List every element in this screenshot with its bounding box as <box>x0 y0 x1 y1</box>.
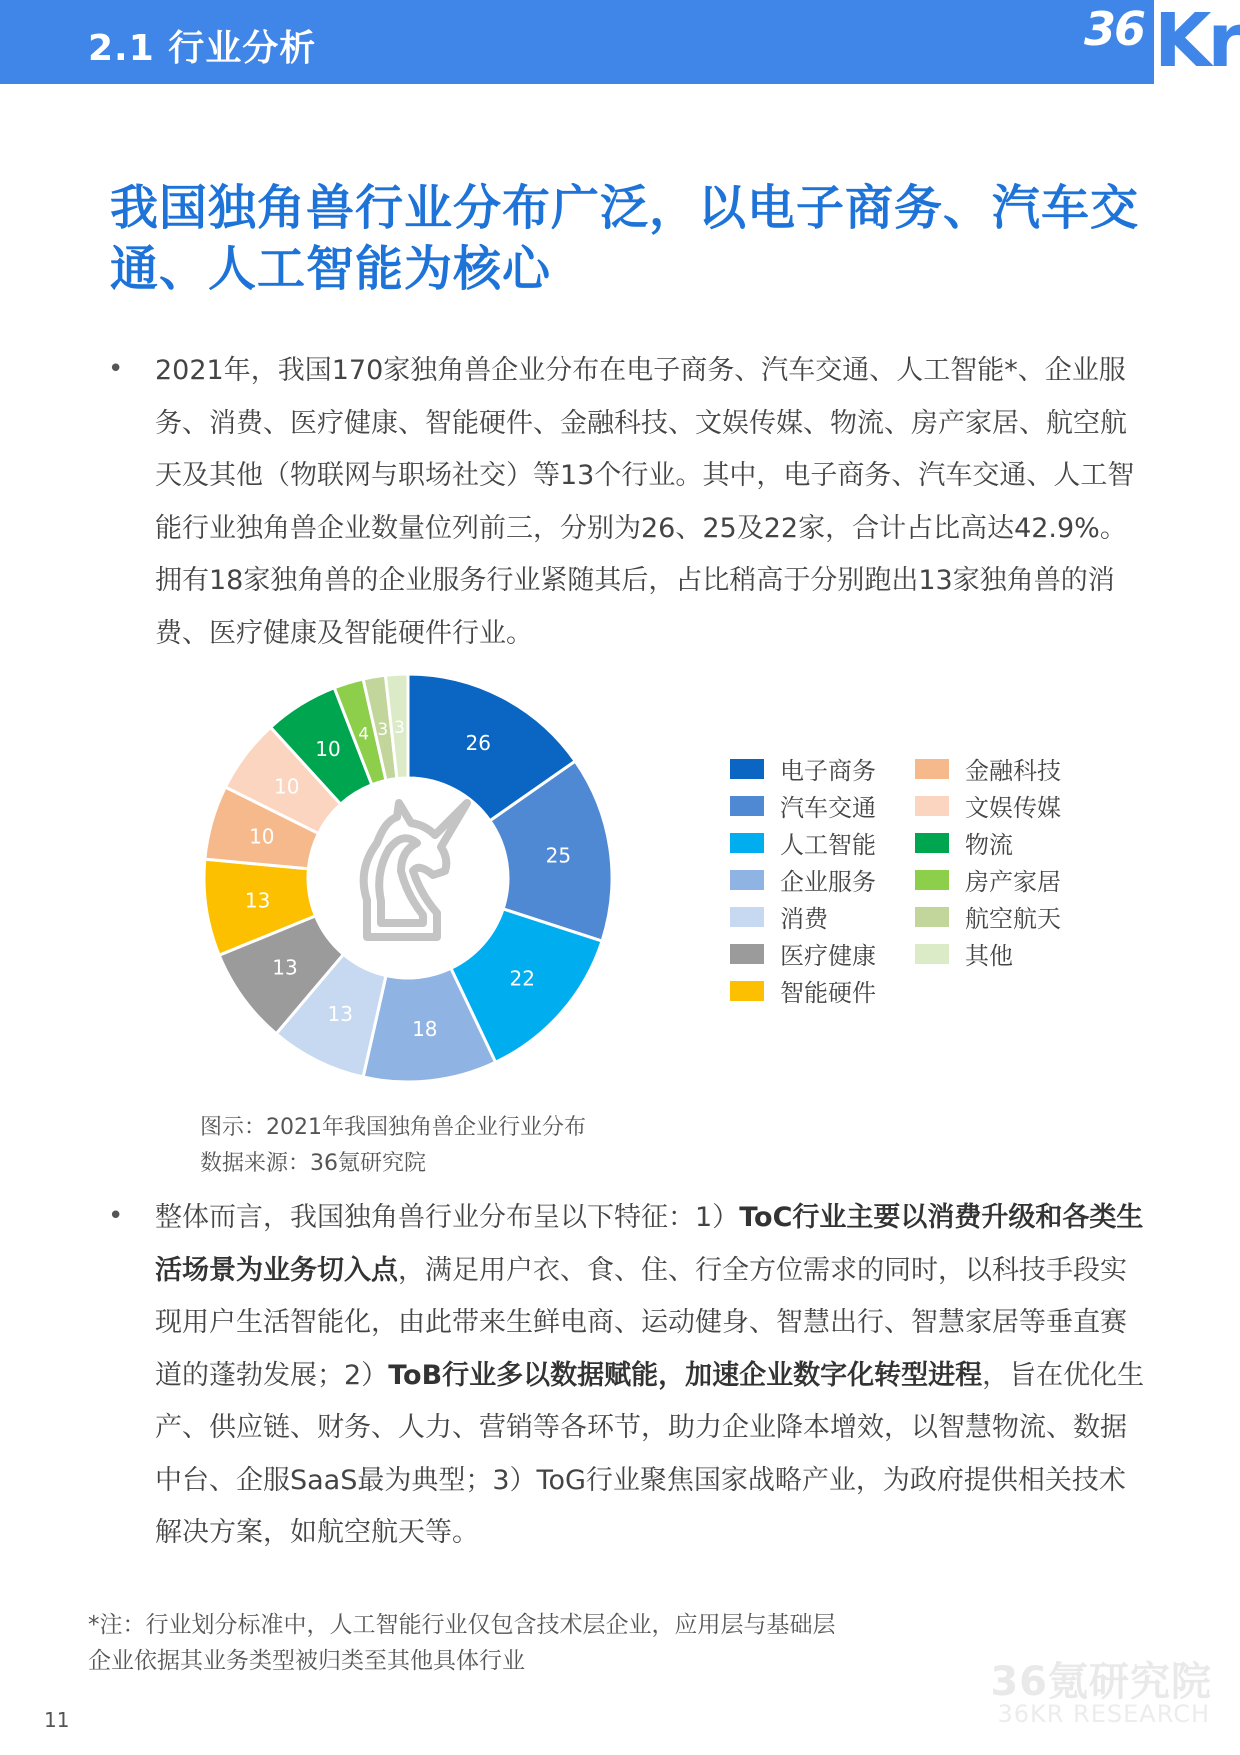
unicorn-icon <box>364 803 467 937</box>
page-number: 11 <box>44 1708 70 1732</box>
slice-label-智能硬件: 13 <box>244 888 271 913</box>
figure-caption <box>200 1110 586 1182</box>
watermark-en: 36KR RESEARCH <box>997 1700 1210 1728</box>
legend-swatch <box>730 907 764 927</box>
bullet-dot: • <box>108 354 124 384</box>
industry-donut-chart <box>190 660 630 1100</box>
chart-legend <box>730 750 1110 1009</box>
legend-label: 消费 <box>780 905 828 933</box>
slice-label-医疗健康: 13 <box>272 955 298 980</box>
text-segment: ，旨在优化生产、供应链、财务、人力、营销等各环节，助力企业降本增效，以智慧物流、数据中台、企服SaaS最为典型；3）ToG行业聚焦国家战略产业，为政府提供相关技术解决方案，如航空航天等。 <box>155 1359 1145 1548</box>
footnote <box>88 1607 836 1679</box>
slice-label-航空航天: 3 <box>377 720 389 741</box>
legend-swatch <box>730 759 764 779</box>
bold-segment-tob: ToB行业多以数据赋能，加速企业数字化转型进程 <box>388 1359 983 1391</box>
slice-label-人工智能: 22 <box>509 966 535 991</box>
paragraph-industry-distribution: 2021年，我国170家独角兽企业分布在电子商务、汽车交通、人工智能*、企业服务、消费、医疗健康、智能硬件、金融科技、文娱传媒、物流、房产家居、航空航天及其他（物联网与职场社交）等13个行业。其中，电子商务、汽车交通、人工智能行业独角兽企业数量位列前三，分别为26、25及22家，合计占比高达42.9%。拥有18家独角兽的企业服务行业紧随其后，占比稍高于分别跑出13家独角兽的消费、医疗健康及智能硬件行业。 <box>155 355 1135 649</box>
legend-item-物流 <box>915 824 1100 861</box>
header-bar <box>0 0 1240 84</box>
legend-item-人工智能 <box>730 824 915 861</box>
legend-item-其他 <box>915 935 1100 972</box>
text-segment: 整体而言，我国独角兽行业分布呈以下特征：1） <box>155 1202 740 1233</box>
legend-item-企业服务 <box>730 861 915 898</box>
slice-label-电子商务: 26 <box>465 731 491 756</box>
legend-label: 金融科技 <box>965 757 1061 785</box>
donut-slices <box>204 674 612 1082</box>
slice-label-汽车交通: 25 <box>545 843 572 868</box>
legend-swatch <box>730 796 764 816</box>
legend-item-文娱传媒 <box>915 787 1100 824</box>
legend-item-消费 <box>730 898 915 935</box>
legend-label: 房产家居 <box>965 868 1061 896</box>
legend-item-金融科技 <box>915 750 1100 787</box>
text-segment: ，满足用户衣、食、住、行全方位需求的同时，以科技手段实现用户生活智能化，由此带来生鲜电商、运动健身、智慧出行、智慧家居等垂直赛道的蓬勃发展；2） <box>155 1254 1127 1391</box>
caption-source: 数据来源：36氪研究院 <box>200 1151 426 1176</box>
legend-label: 其他 <box>965 942 1013 970</box>
legend-label: 电子商务 <box>780 757 876 785</box>
slice-label-消费: 13 <box>327 1002 353 1027</box>
section-title: 2.1 行业分析 <box>88 28 317 69</box>
legend-label: 汽车交通 <box>780 794 876 822</box>
legend-item-汽车交通 <box>730 787 915 824</box>
legend-swatch <box>730 870 764 890</box>
legend-item-航空航天 <box>915 898 1100 935</box>
legend-swatch <box>730 833 764 853</box>
legend-swatch <box>915 944 949 964</box>
slice-label-物流: 10 <box>315 736 341 761</box>
legend-swatch <box>730 944 764 964</box>
legend-label: 企业服务 <box>780 868 876 896</box>
slice-label-文娱传媒: 10 <box>273 774 300 799</box>
slice-label-金融科技: 10 <box>249 824 275 849</box>
logo-number: 36 <box>1083 2 1144 56</box>
legend-item-电子商务 <box>730 750 915 787</box>
legend-swatch <box>915 759 949 779</box>
legend-label: 医疗健康 <box>780 942 876 970</box>
slice-label-房产家居: 4 <box>358 724 370 745</box>
legend-label: 文娱传媒 <box>965 794 1061 822</box>
legend-swatch <box>915 870 949 890</box>
footnote-line: *注：行业划分标准中，人工智能行业仅包含技术层企业，应用层与基础层 <box>88 1612 836 1638</box>
caption-figure-title: 图示：2021年我国独角兽企业行业分布 <box>200 1115 586 1140</box>
bullet-dot: • <box>108 1201 124 1231</box>
legend-swatch <box>915 796 949 816</box>
paragraph-characteristics <box>155 1192 1145 1560</box>
legend-item-医疗健康 <box>730 935 915 972</box>
legend-label: 智能硬件 <box>780 979 876 1007</box>
slice-label-其他: 3 <box>394 718 405 739</box>
legend-swatch <box>915 907 949 927</box>
bold-segment-toc: ToC行业主要以消费升级和各类生活场景为业务切入点 <box>155 1202 1144 1286</box>
legend-item-房产家居 <box>915 861 1100 898</box>
watermark-cn: 36氪研究院 <box>990 1659 1212 1705</box>
slice-label-企业服务: 18 <box>412 1017 438 1042</box>
logo-36kr <box>1070 0 1240 84</box>
legend-swatch <box>915 833 949 853</box>
logo-letters: Kr <box>1154 0 1240 84</box>
legend-label: 物流 <box>965 831 1013 859</box>
footnote-line: 企业依据其业务类型被归类至其他具体行业 <box>88 1648 525 1674</box>
legend-label: 人工智能 <box>780 831 876 859</box>
legend-label: 航空航天 <box>965 905 1061 933</box>
legend-swatch <box>730 981 764 1001</box>
page-headline: 我国独角兽行业分布广泛，以电子商务、汽车交通、人工智能为核心 <box>110 180 1140 297</box>
legend-item-智能硬件 <box>730 972 915 1009</box>
